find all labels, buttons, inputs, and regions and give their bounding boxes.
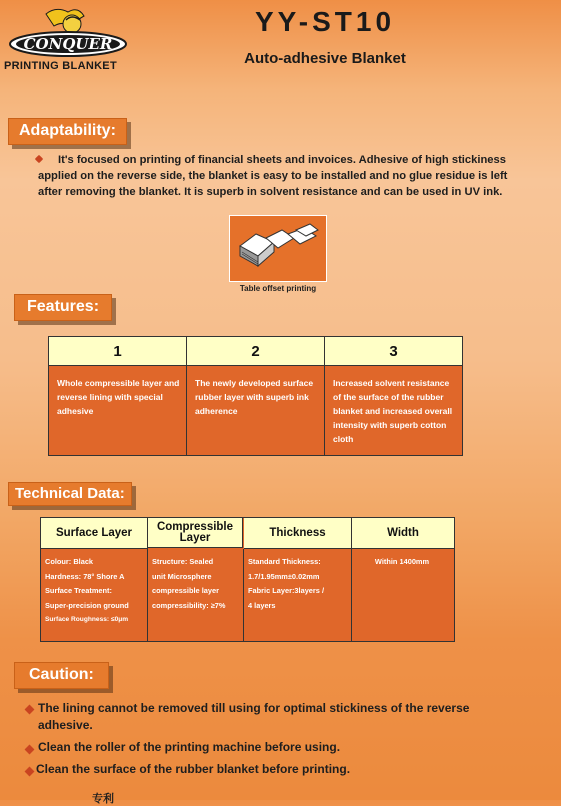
td-surface-layer bbox=[41, 549, 148, 641]
td-line: unit Microsphere bbox=[152, 571, 212, 581]
td-line: compressibility: ≥7% bbox=[152, 600, 226, 610]
td-compressible-layer bbox=[148, 549, 244, 641]
caution-item-1: The lining cannot be removed till using for optimal stickiness of the reverse adhesive. bbox=[38, 701, 470, 732]
product-name: Auto-adhesive Blanket bbox=[244, 50, 406, 67]
adaptability-text-wrap bbox=[38, 152, 518, 200]
brand-subtitle: PRINTING BLANKET bbox=[4, 60, 117, 72]
td-width bbox=[352, 549, 454, 641]
bullet-icon bbox=[25, 745, 35, 755]
td-line: 4 layers bbox=[248, 600, 276, 610]
td-line: Within 1400mm bbox=[374, 557, 430, 566]
td-line: Surface Roughness: ≤0μm bbox=[45, 616, 129, 623]
td-line: Standard Thickness: bbox=[248, 557, 321, 566]
feature-text-3: Increased solvent resistance of the surface of the rubber blanket and increased overall intensity with superb cotton cloth bbox=[333, 378, 453, 444]
footer-partial-text: 专利 bbox=[92, 793, 114, 805]
caution-heading: Caution: bbox=[14, 662, 109, 689]
td-line: compressible layer bbox=[152, 586, 219, 595]
th-surface-layer: Surface Layer bbox=[41, 518, 148, 549]
td-thickness bbox=[244, 549, 352, 641]
bullet-icon bbox=[25, 705, 35, 715]
td-line: Colour: Black bbox=[45, 557, 94, 566]
image-caption: Table offset printing bbox=[239, 284, 317, 293]
td-line: Structure: Sealed bbox=[152, 557, 214, 566]
brand-logo-graphic bbox=[6, 6, 136, 62]
feature-number-2: 2 bbox=[187, 337, 325, 366]
feature-text-2: The newly developed surface rubber layer with superb ink adherence bbox=[187, 366, 325, 455]
printing-sheets-icon bbox=[230, 216, 326, 281]
caution-item-3: Clean the surface of the rubber blanket before printing. bbox=[36, 762, 351, 776]
technical-data-table bbox=[40, 517, 455, 642]
features-table bbox=[48, 336, 463, 456]
td-line: 1.7/1.95mm±0.02mm bbox=[248, 571, 320, 581]
feature-number-3: 3 bbox=[325, 337, 462, 366]
adaptability-text: It's focused on printing of financial sheets and invoices. Adhesive of high stickiness applied on the reverse side, the blanket is easy to be installed and no glue residue is left after removing the blanket. It is superb in solvent resistance and can be used in UV ink. bbox=[38, 154, 508, 198]
td-line: Fabric Layer:3layers / bbox=[248, 586, 325, 595]
td-line: Hardness: 78° Shore A bbox=[45, 571, 125, 581]
td-line: Super-precision ground bbox=[45, 600, 129, 610]
features-heading: Features: bbox=[14, 294, 112, 321]
adaptability-heading: Adaptability: bbox=[8, 118, 127, 145]
brand-logo-text: CONQUER bbox=[23, 35, 113, 53]
th-width: Width bbox=[352, 518, 454, 549]
th-thickness: Thickness bbox=[244, 518, 352, 549]
feature-text-1: Whole compressible layer and reverse lining with special adhesive bbox=[49, 366, 187, 455]
th-compressible-layer: Compressible Layer bbox=[148, 518, 243, 548]
caution-item-2: Clean the roller of the printing machine before using. bbox=[38, 740, 341, 754]
technical-data-heading: Technical Data: bbox=[8, 482, 132, 506]
feature-number-1: 1 bbox=[49, 337, 187, 366]
product-model: YY-ST10 bbox=[254, 6, 396, 37]
td-line: Surface Treatment: bbox=[45, 586, 112, 595]
bullet-icon bbox=[25, 767, 35, 777]
table-offset-printing-image bbox=[229, 215, 327, 282]
